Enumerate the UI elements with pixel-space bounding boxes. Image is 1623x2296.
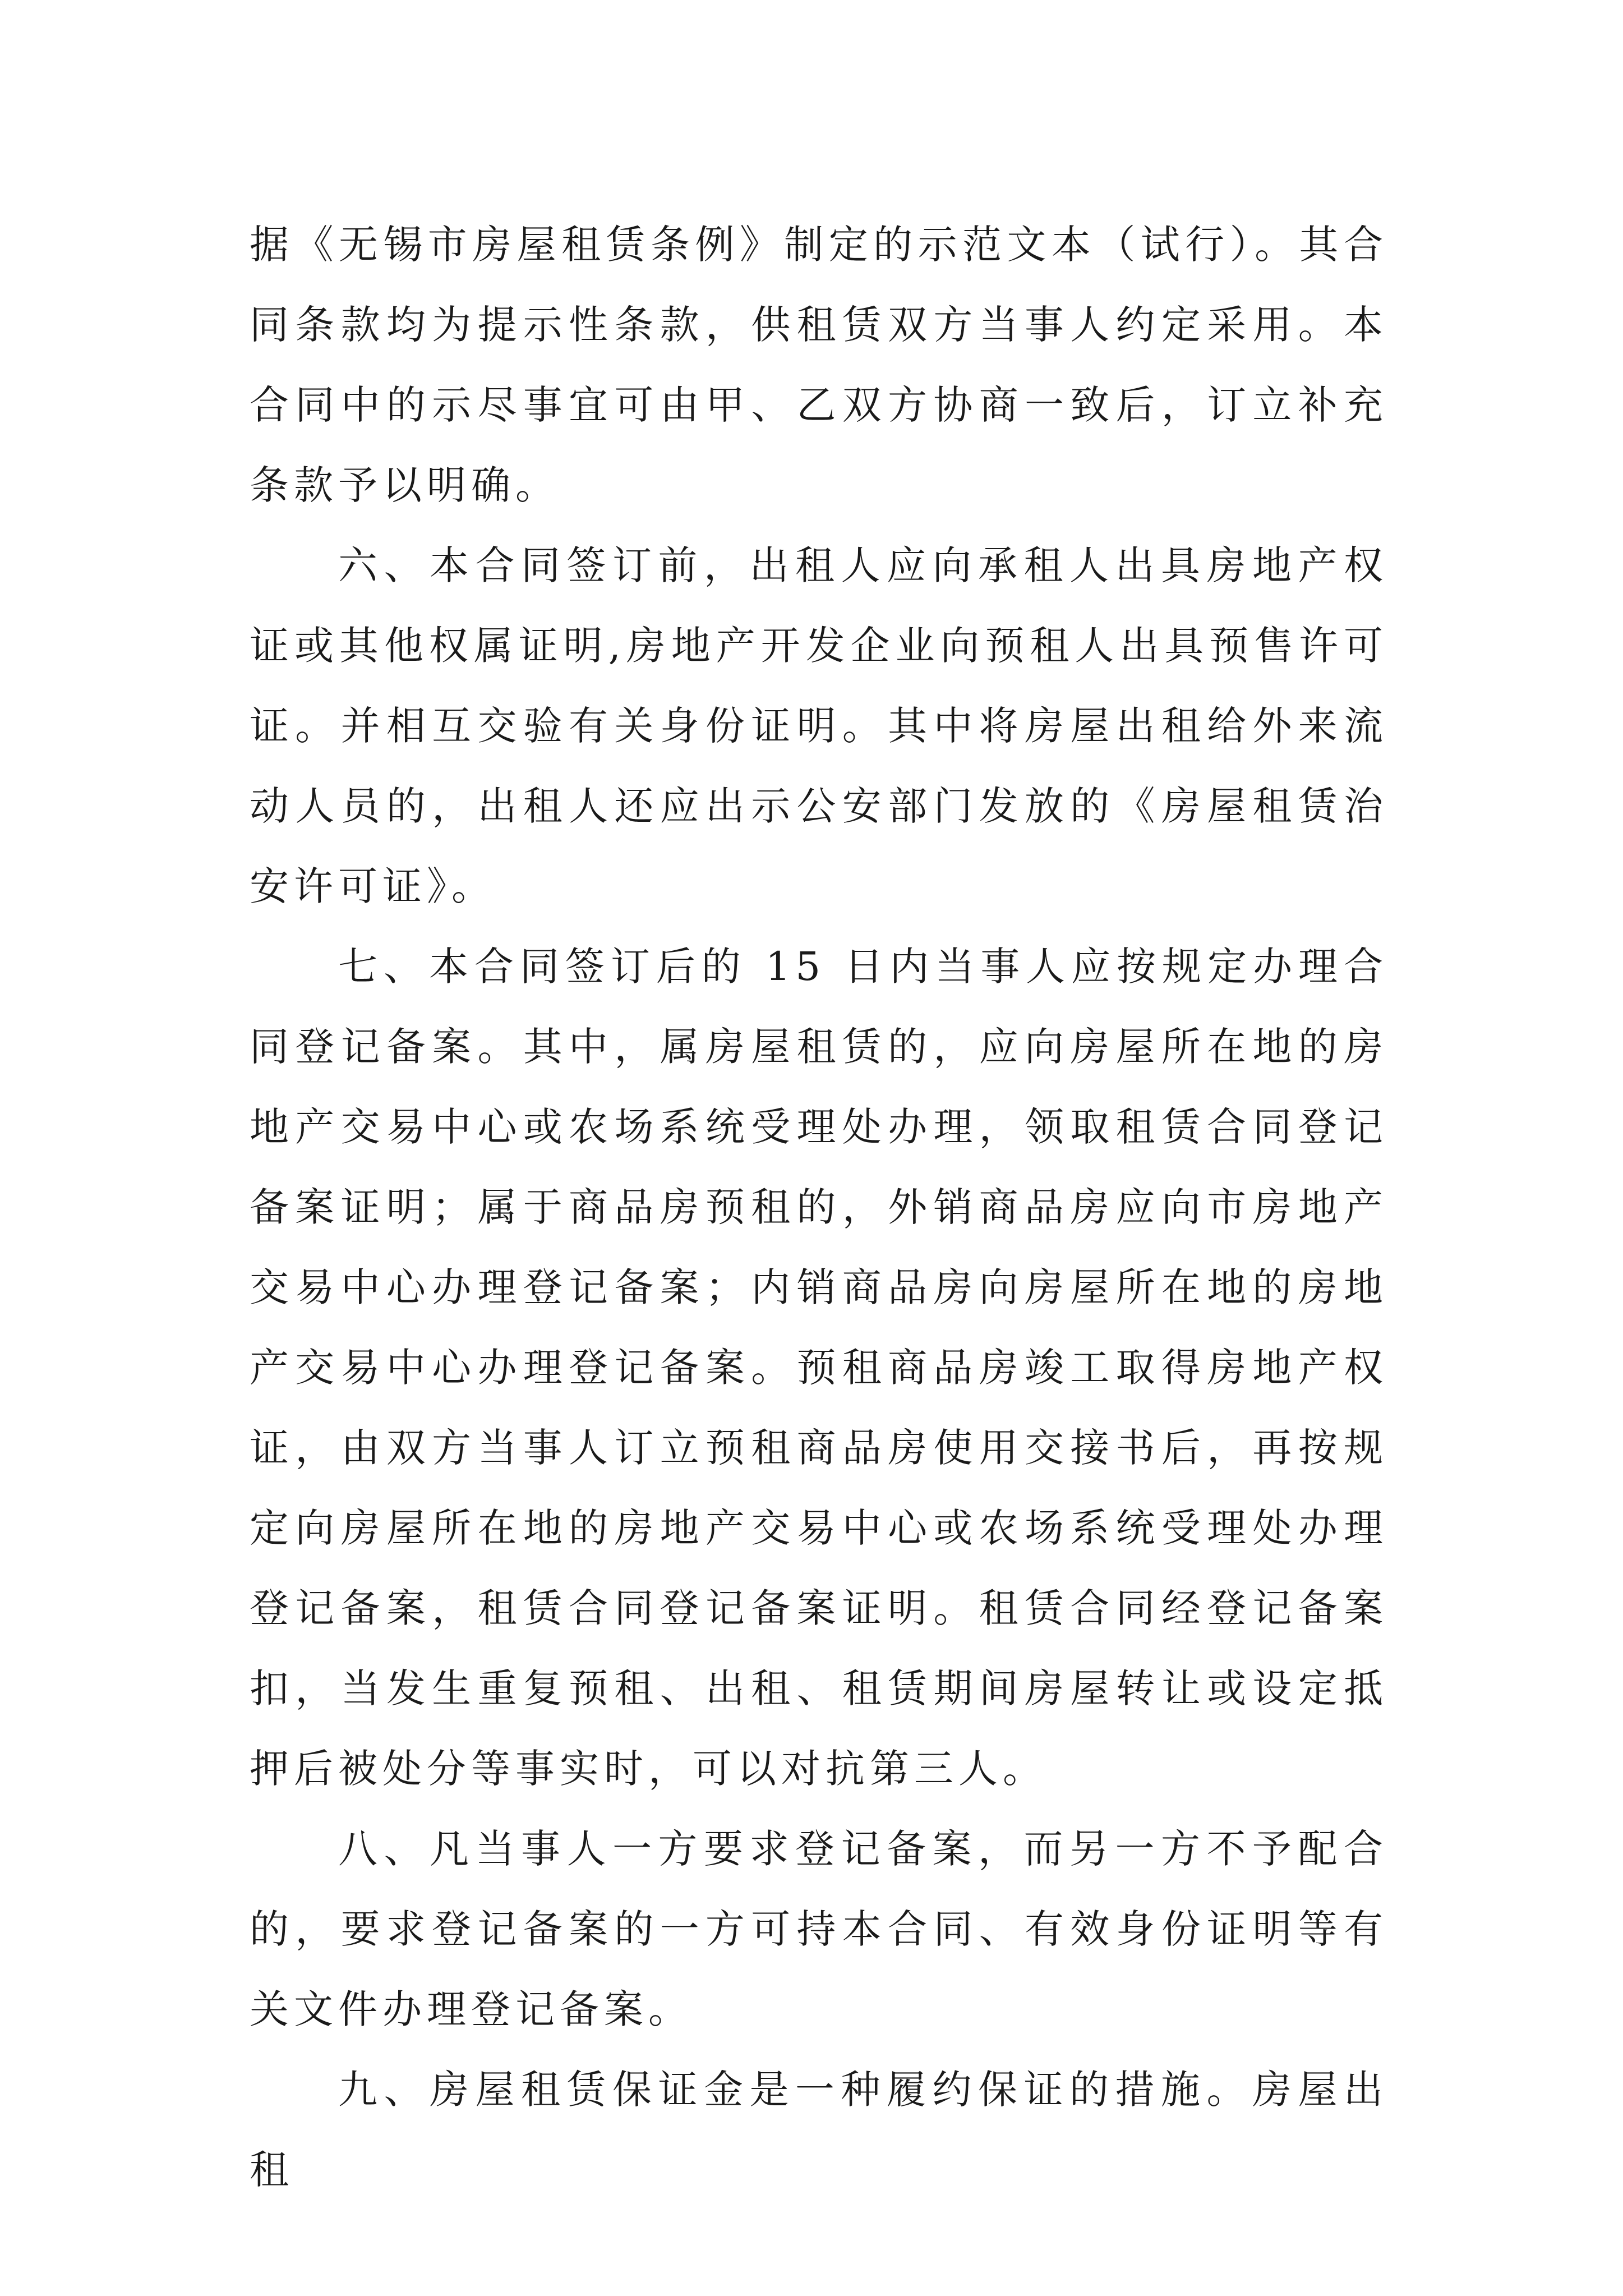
- document-body: [250, 205, 1388, 2210]
- paragraph-eight: 八、凡当事人一方要求登记备案，而另一方不予配合的，要求登记备案的一方可持本合同、有效身份证明等有关文件办理登记备案。: [250, 1826, 1388, 2032]
- paragraph-nine: 九、房屋租赁保证金是一种履约保证的措施。房屋出租: [250, 2067, 1388, 2193]
- paragraph-seven: 七、本合同签订后的 15 日内当事人应按规定办理合同登记备案。其中，属房屋租赁的，应向房屋所在地的房地产交易中心或农场系统受理处办理，领取租赁合同登记备案证明；属于商品房预租的，外销商品房应向市房地产交易中心办理登记备案；内销商品房向房屋所在地的房地产交易中心办理登记备案。预租商品房竣工取得房地产权证，由双方当事人订立预租商品房使用交接书后，再按规定向房屋所在地的房地产交易中心或农场系统受理处办理登记备案，租赁合同登记备案证明。租赁合同经登记备案扣，当发生重复预租、出租、租赁期间房屋转让或设定抵押后被处分等事实时，可以对抗第三人。: [250, 944, 1388, 1792]
- paragraph-six: 六、本合同签订前，出租人应向承租人出具房地产权证或其他权属证明,房地产开发企业向预租人出具预售许可证。并相互交验有关身份证明。其中将房屋出租给外来流动人员的，出租人还应出示公安部门发放的《房屋租赁治安许可证》。: [250, 542, 1388, 909]
- paragraph-continuation: 据《无锡市房屋租赁条例》制定的示范文本（试行）。其合同条款均为提示性条款，供租赁双方当事人约定采用。本合同中的示尽事宜可由甲、乙双方协商一致后，订立补充条款予以明确。: [250, 222, 1388, 508]
